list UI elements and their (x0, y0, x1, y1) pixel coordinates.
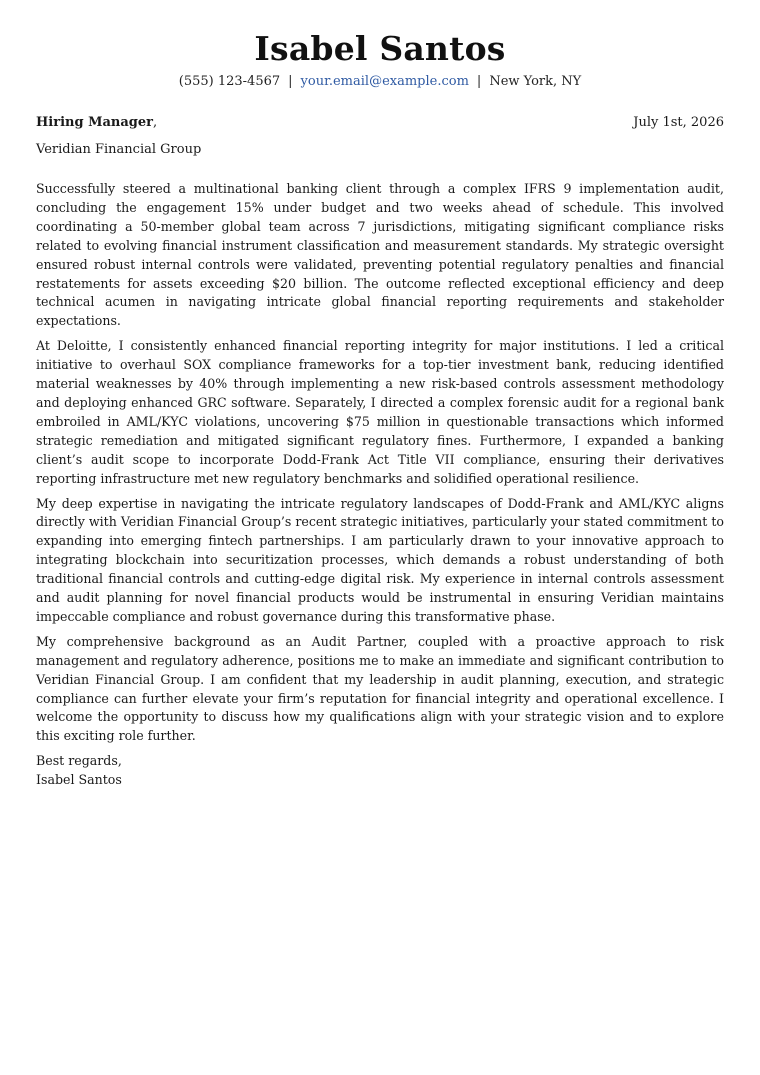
phone-number: (555) 123-4567 (178, 74, 281, 89)
body-paragraph: Successfully steered a multinational banking client through a complex IFRS 9 implementation audit, concluding the engagement 15% under budget and two weeks ahead of schedule. This involved coordinating a 50-member global team across 7 jurisdictions, mitigating significant compliance risks related to evolving financial instrument classification and measurement standards. My strategic oversight ensured robust internal controls were validated, preventing potential regulatory penalties and financial restatements for assets exceeding $20 billion. The outcome reflected exceptional efficiency and deep technical acumen in navigating intricate global financial reporting requirements and stakeholder expectations. (36, 181, 724, 329)
recipient-row (36, 114, 724, 132)
contact-separator: | (476, 74, 482, 89)
body-paragraph: At Deloitte, I consistently enhanced financial reporting integrity for major institutions. I led a critical initiative to overhaul SOX compliance frameworks for a top-tier investment bank, reducing identified material weaknesses by 40% through implementing a new risk-based controls assessment methodology and deploying enhanced GRC software. Separately, I directed a complex forensic audit for a regional bank embroiled in AML/KYC violations, uncovering $75 million in questionable transactions which informed strategic remediation and mitigated significant regulatory fines. Furthermore, I expanded a banking client’s audit scope to incorporate Dodd-Frank Act Title VII compliance, ensuring their derivatives reporting infrastructure met new regulatory benchmarks and solidified operational resilience. (36, 338, 724, 486)
contact-line (0, 73, 760, 91)
signature-name: Isabel Santos (36, 772, 122, 788)
recipient-title: Hiring Manager (36, 115, 153, 130)
recipient-comma: , (152, 115, 158, 130)
body-paragraph: My comprehensive background as an Audit Partner, coupled with a proactive approach to risk management and regulatory adherence, positions me to make an immediate and significant contribution to Veridian Financial Group. I am confident that my leadership in audit planning, execution, and strategic compliance can further elevate your firm’s reputation for financial integrity and operational excellence. I welcome the opportunity to discuss how my qualifications align with your strategic vision and to explore this exciting role further. (36, 633, 724, 744)
recipient-company: Veridian Financial Group (36, 142, 202, 157)
body-paragraph: My deep expertise in navigating the intricate regulatory landscapes of Dodd-Frank and AML/KYC aligns directly with Veridian Financial Group’s recent strategic initiatives, particularly your stated commitment to expanding into emerging fintech partnerships. I am particularly drawn to your innovative approach to integrating blockchain into securitization processes, which demands a robust understanding of both traditional financial controls and cutting-edge digital risk. My experience in internal controls assessment and audit planning for novel financial products would be instrumental in ensuring Veridian maintains impeccable compliance and robust governance during this transformative phase. (36, 495, 724, 624)
applicant-name: Isabel Santos (254, 29, 506, 68)
email-link[interactable]: your.email@example.com (300, 74, 469, 89)
letter-body (36, 180, 724, 790)
letter-date: July 1st, 2026 (633, 115, 724, 130)
location: New York, NY (489, 74, 582, 89)
recipient-greeting (36, 114, 157, 132)
contact-separator: | (288, 74, 293, 89)
closing-salutation: Best regards, (36, 753, 122, 769)
